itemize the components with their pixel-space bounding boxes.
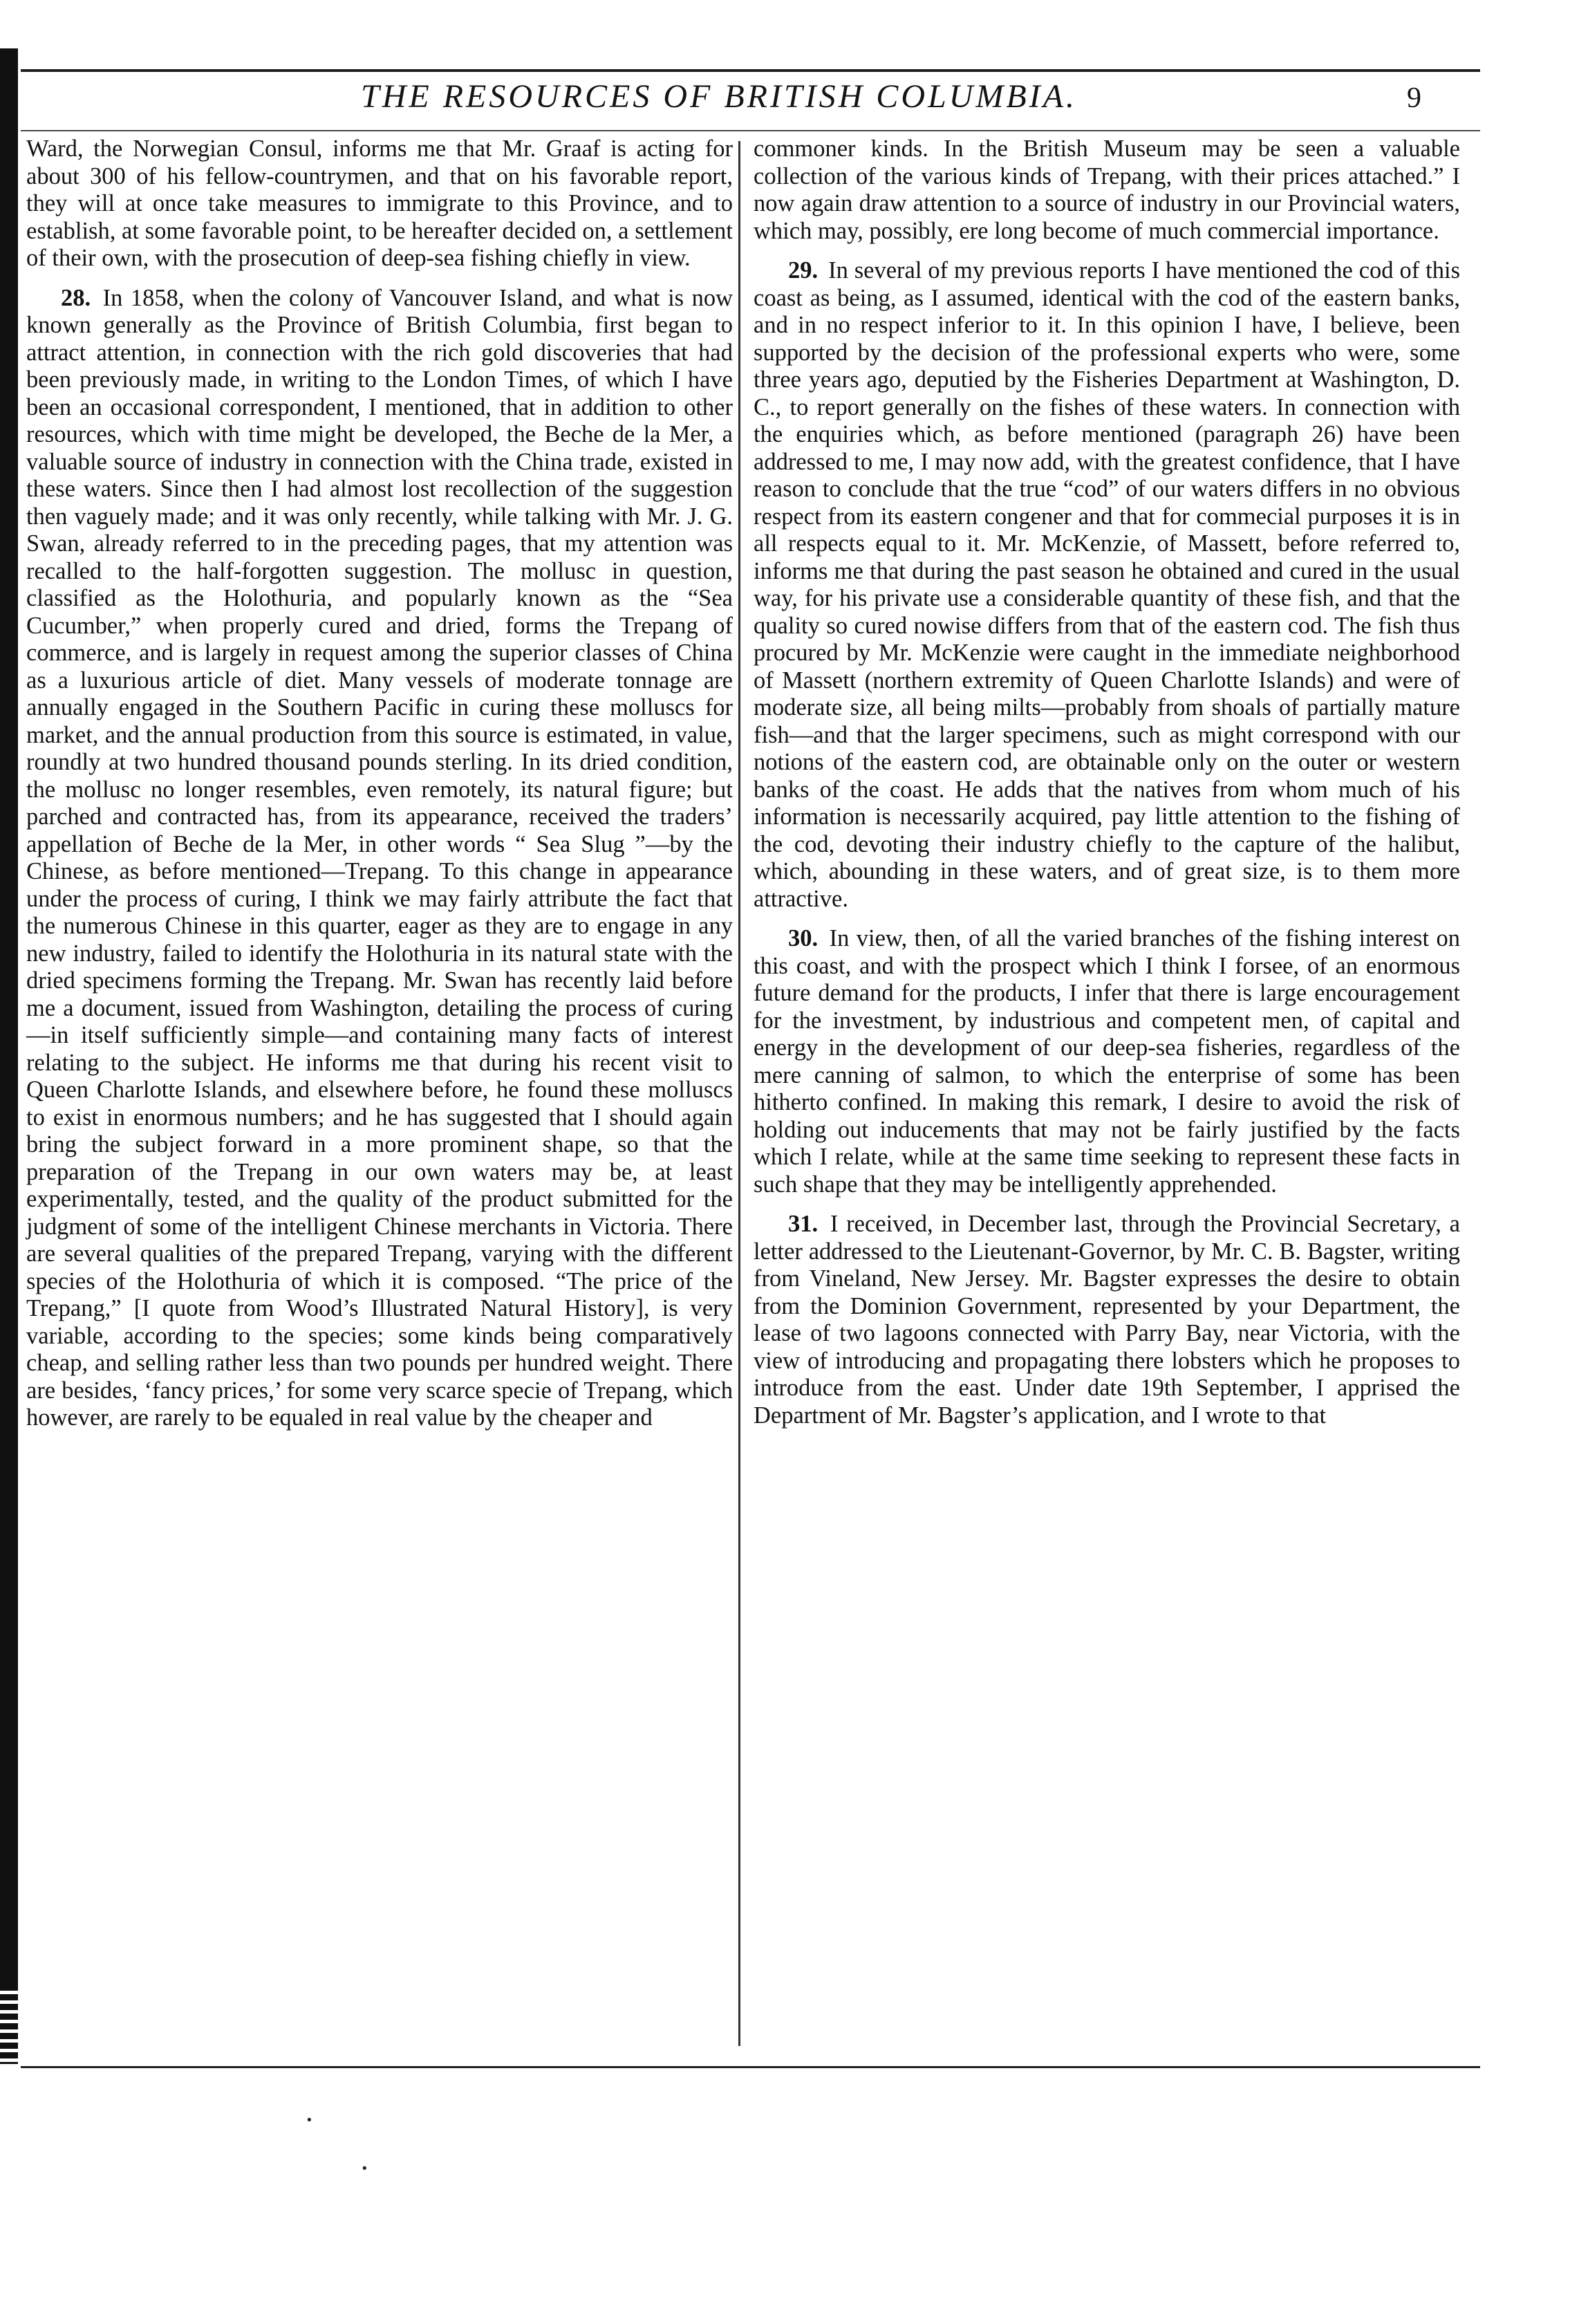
- header-sub-rule: [21, 130, 1480, 131]
- paragraph-text: In 1858, when the colony of Vancouver Island, and what is now known generally as the Province of British Columbia, first began to attract attention, in connection with the rich gold discoveries that had been previously made, in writing to the London Times, of which I have been an occasional correspondent, I mentioned, that in addition to other resources, which with time might be developed, the Beche de la Mer, a valuable source of industry in connection with the China trade, existed in these waters. Since then I had almost lost recollection of the suggestion then vaguely made; and it was only recently, while talking with Mr. J. G. Swan, already referred to in the preceding pages, that my attention was recalled to the half-forgotten suggestion. The mollusc in question, classified as the Holothuria, and popularly known as the “Sea Cucumber,” when properly cured and dried, forms the Trepang of commerce, and is largely in request among the superior classes of China as a luxurious article of diet. Many vessels of moderate tonnage are annually engaged in the Southern Pacific in curing these molluscs for market, and the annual production from this source is estimated, in value, roundly at two hundred thousand pounds sterling. In its dried condition, the mollusc no longer resembles, even remotely, its natural figure; but parched and contracted has, from its appearance, received the traders’ appellation of Beche de la Mer, in other words “ Sea Slug ”—by the Chinese, as before mentioned—Trepang. To this change in appearance under the process of curing, I think we may fairly attribute the fact that the numerous Chinese in this quarter, eager as they are to engage in any new industry, failed to identify the Holothuria in its natural state with the dried specimens forming the Trepang. Mr. Swan has recently laid before me a document, issued from Washington, detailing the process of curing—in itself sufficiently simple—and containing many facts of interest relating to the subject. He informs me that during his recent visit to Queen Charlotte Islands, and elsewhere before, he found these molluscs to exist in enormous numbers; and he has suggested that I should again bring the subject forward in a more prominent shape, so that the preparation of the Trepang in our own waters may be, at least experimentally, tested, and the quality of the product submitted for the judgment of some of the intelligent Chinese merchants in Victoria. There are several qualities of the prepared Trepang, varying with the different species of the Holothuria of which it is composed. “The price of the Trepang,” [I quote from Wood’s Illustrated Natural History], is very variable, according to the species; some kinds being comparatively cheap, and selling rather less than two pounds per hundred weight. There are besides, ‘fancy prices,’ for some very scarce specie of Trepang, which however, are rarely to be equaled in real value by the cheaper and: [26, 284, 733, 1431]
- page-number: 9: [1407, 82, 1421, 114]
- paragraph-31: [754, 1211, 1460, 1429]
- paragraph-text: I received, in December last, through the Provincial Secretary, a letter addressed to the Lieutenant-Governor, by Mr. C. B. Bagster, writing from Vineland, New Jersey. Mr. Bagster expresses the desire to obtain from the Dominion Government, represented by your Department, the lease of two lagoons connected with Parry Bay, near Victoria, with the view of introducing and propagating there lobsters which he proposes to introduce from the east. Under date 19th September, I apprised the Department of Mr. Bagster’s application, and I wrote to that: [754, 1211, 1461, 1429]
- column-divider: [738, 141, 740, 2046]
- paragraph-29: [754, 257, 1460, 913]
- paragraph-text: In several of my previous reports I have mentioned the cod of this coast as being, as I assumed, identical with the cod of the eastern banks, and in no respect inferior to it. In this opinion I have, I believe, been supported by the decision of the professional experts who were, some three years ago, deputied by the Fisheries Department at Washington, D. C., to report generally on the fishes of these waters. In connection with the enquiries which, as before mentioned (paragraph 26) have been addressed to me, I may now add, with the greatest confidence, that I have reason to conclude that the true “cod” of our waters differs in no obvious respect from its eastern congener and that for commecial purposes it is in all respects equal to it. Mr. McKenzie, of Massett, before referred to, informs me that during the past season he obtained and cured in the usual way, for his private use a considerable quantity of these fish, and that the quality so cured nowise differs from that of the eastern cod. The fish thus procured by Mr. McKenzie were caught in the immediate neighborhood of Massett (northern extremity of Queen Charlotte Islands) and were of moderate size, all being milts—probably from shoals of partially mature fish—and that the larger specimens, such as might correspond with our notions of the eastern cod, are obtainable only on the outer or western banks of the coast. He adds that the natives from whom much of his information is necessarily acquired, pay little attention to the fishing of the cod, devoting their industry chiefly to the capture of the halibut, which, abounding in these waters, and of great size, is to them more attractive.: [754, 257, 1460, 912]
- paragraph-text: In view, then, of all the varied branches of the fishing interest on this coast, and with the prospect which I think I forsee, of an enormous future demand for the products, I infer that there is large encouragement for the investment, by industrious and competent men, of capital and energy in the development of our deep-sea fisheries, regardless of the mere canning of salmon, to which the enterprise of some has been hitherto confined. In making this remark, I desire to avoid the risk of holding out inducements that may not be fairly justified by the facts which I relate, while at the same time seeking to represent these facts in such shape that they may be intelligently apprehended.: [754, 925, 1461, 1198]
- paragraph-text: Ward, the Norwegian Consul, informs me that Mr. Graaf is acting for about 300 of his fellow-countrymen, and that on his favorable report, they will at once take measures to immigrate to this Province, and to establish, at some favorable point, to be hereafter decided on, a settlement of their own, with the prosecution of deep-sea fishing chiefly in view.: [26, 136, 733, 271]
- print-speck: ·: [304, 2103, 315, 2137]
- paragraph-number: 29.: [788, 257, 819, 283]
- paragraph-number: 30.: [788, 925, 819, 951]
- paragraph-30: [754, 925, 1460, 1198]
- paragraph-28: [26, 285, 733, 1432]
- paragraph-number: 28.: [61, 284, 91, 311]
- header-rule: [21, 69, 1480, 72]
- paragraph-text: commoner kinds. In the British Museum may be seen a valuable collection of the various kinds of Trepang, with their prices attached.” I now again draw attention to a source of industry in our Provincial waters, which may, possibly, ere long become of much commercial importance.: [754, 136, 1460, 244]
- paragraph-continuation: [754, 136, 1460, 245]
- running-title: THE RESOURCES OF BRITISH COLUMBIA.: [361, 78, 1077, 115]
- binding-shadow: [0, 48, 18, 1984]
- footer-rule: [21, 2066, 1480, 2068]
- print-speck: ·: [359, 2151, 370, 2185]
- left-column: [26, 136, 733, 1444]
- binding-shadow-lower: [0, 1984, 18, 2064]
- paragraph-number: 31.: [788, 1211, 819, 1237]
- paragraph-continuation: [26, 136, 733, 272]
- right-column: [754, 136, 1460, 1442]
